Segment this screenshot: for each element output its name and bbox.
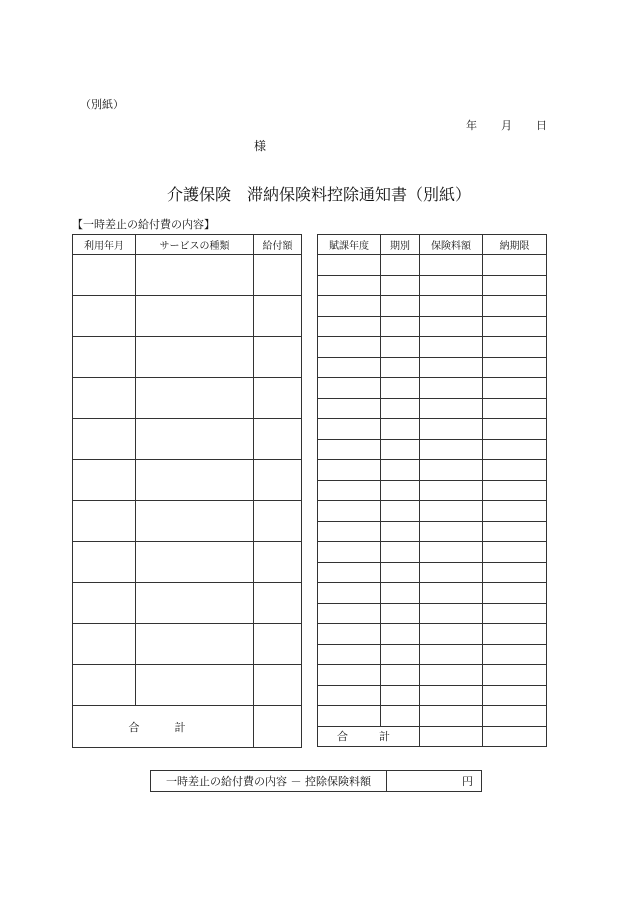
period-cell[interactable] [381, 378, 420, 399]
service-type-cell[interactable] [136, 296, 254, 337]
col-benefit-amount: 給付額 [254, 235, 302, 255]
premium-row [318, 439, 547, 460]
premium-amount-cell[interactable] [420, 562, 483, 583]
fiscal-year-cell[interactable] [318, 685, 381, 706]
premium-amount-cell[interactable] [420, 583, 483, 604]
premium-row [318, 296, 547, 317]
usage-month-cell[interactable] [73, 419, 136, 460]
premium-amount-cell[interactable] [420, 378, 483, 399]
premium-amount-cell[interactable] [420, 316, 483, 337]
due-date-cell[interactable] [483, 255, 547, 276]
period-cell[interactable] [381, 255, 420, 276]
period-cell[interactable] [381, 624, 420, 645]
summary-label: 一時差止の給付費の内容 － 控除保険料額 [151, 771, 387, 792]
period-cell[interactable] [381, 296, 420, 317]
usage-month-cell[interactable] [73, 255, 136, 296]
benefit-amount-cell[interactable] [254, 255, 302, 296]
premium-row [318, 398, 547, 419]
fiscal-year-cell[interactable] [318, 357, 381, 378]
benefit-row [73, 460, 302, 501]
due-date-cell[interactable] [483, 275, 547, 296]
service-type-cell[interactable] [136, 501, 254, 542]
fiscal-year-cell[interactable] [318, 378, 381, 399]
premium-amount-cell[interactable] [420, 603, 483, 624]
premium-amount-cell[interactable] [420, 706, 483, 727]
premium-amount-cell[interactable] [420, 460, 483, 481]
benefit-amount-cell[interactable] [254, 296, 302, 337]
fiscal-year-cell[interactable] [318, 296, 381, 317]
premium-amount-cell[interactable] [420, 665, 483, 686]
premium-amount-cell[interactable] [420, 398, 483, 419]
period-cell[interactable] [381, 665, 420, 686]
premium-row [318, 337, 547, 358]
premium-row [318, 665, 547, 686]
usage-month-cell[interactable] [73, 460, 136, 501]
premium-row [318, 275, 547, 296]
premium-amount-cell[interactable] [420, 296, 483, 317]
usage-month-cell[interactable] [73, 296, 136, 337]
period-cell[interactable] [381, 685, 420, 706]
period-cell[interactable] [381, 480, 420, 501]
usage-month-cell[interactable] [73, 501, 136, 542]
due-date-cell[interactable] [483, 378, 547, 399]
usage-month-cell[interactable] [73, 624, 136, 665]
premium-table-header [318, 235, 547, 255]
due-date-cell[interactable] [483, 480, 547, 501]
period-cell[interactable] [381, 357, 420, 378]
premium-amount-cell[interactable] [420, 624, 483, 645]
benefit-row [73, 296, 302, 337]
due-date-cell[interactable] [483, 460, 547, 481]
due-date-cell[interactable] [483, 685, 547, 706]
fiscal-year-cell[interactable] [318, 460, 381, 481]
col-premium-amount: 保険料額 [420, 235, 483, 255]
premium-amount-cell[interactable] [420, 501, 483, 522]
fiscal-year-cell[interactable] [318, 562, 381, 583]
benefit-amount-cell[interactable] [254, 501, 302, 542]
period-cell[interactable] [381, 501, 420, 522]
fiscal-year-cell[interactable] [318, 398, 381, 419]
premium-row [318, 419, 547, 440]
fiscal-year-cell[interactable] [318, 337, 381, 358]
usage-month-cell[interactable] [73, 665, 136, 706]
premium-table [317, 234, 547, 747]
premium-total-blank [483, 726, 547, 747]
col-fiscal-year: 賦課年度 [318, 235, 381, 255]
fiscal-year-cell[interactable] [318, 439, 381, 460]
due-date-cell[interactable] [483, 583, 547, 604]
benefit-row [73, 665, 302, 706]
section-label: 【一時差止の給付費の内容】 [72, 218, 215, 231]
fiscal-year-cell[interactable] [318, 542, 381, 563]
premium-amount-cell[interactable] [420, 644, 483, 665]
period-cell[interactable] [381, 603, 420, 624]
fiscal-year-cell[interactable] [318, 316, 381, 337]
period-cell[interactable] [381, 439, 420, 460]
fiscal-year-cell[interactable] [318, 603, 381, 624]
due-date-cell[interactable] [483, 624, 547, 645]
service-type-cell[interactable] [136, 378, 254, 419]
premium-amount-cell[interactable] [420, 337, 483, 358]
service-type-cell[interactable] [136, 665, 254, 706]
service-type-cell[interactable] [136, 255, 254, 296]
premium-row [318, 460, 547, 481]
fiscal-year-cell[interactable] [318, 706, 381, 727]
premium-row [318, 316, 547, 337]
premium-amount-cell[interactable] [420, 521, 483, 542]
period-cell[interactable] [381, 275, 420, 296]
attachment-label: （別紙） [80, 98, 124, 111]
period-cell[interactable] [381, 583, 420, 604]
benefit-table-header [73, 235, 302, 255]
benefit-table [72, 234, 302, 748]
due-date-cell[interactable] [483, 357, 547, 378]
benefit-amount-cell[interactable] [254, 542, 302, 583]
benefit-amount-cell[interactable] [254, 624, 302, 665]
period-cell[interactable] [381, 644, 420, 665]
summary-amount[interactable] [387, 771, 482, 792]
due-date-cell[interactable] [483, 706, 547, 727]
date-year: 年 [466, 119, 477, 132]
premium-amount-cell[interactable] [420, 439, 483, 460]
benefit-amount-cell[interactable] [254, 378, 302, 419]
premium-total-amount[interactable] [420, 726, 483, 747]
period-cell[interactable] [381, 419, 420, 440]
fiscal-year-cell[interactable] [318, 419, 381, 440]
benefit-row [73, 419, 302, 460]
fiscal-year-cell[interactable] [318, 521, 381, 542]
premium-row [318, 624, 547, 645]
period-cell[interactable] [381, 706, 420, 727]
benefit-amount-cell[interactable] [254, 337, 302, 378]
col-due-date: 納期限 [483, 235, 547, 255]
usage-month-cell[interactable] [73, 542, 136, 583]
period-cell[interactable] [381, 562, 420, 583]
benefit-total-label: 合 計 [73, 706, 254, 748]
service-type-cell[interactable] [136, 624, 254, 665]
period-cell[interactable] [381, 398, 420, 419]
premium-amount-cell[interactable] [420, 275, 483, 296]
due-date-cell[interactable] [483, 296, 547, 317]
premium-amount-cell[interactable] [420, 357, 483, 378]
premium-row [318, 480, 547, 501]
service-type-cell[interactable] [136, 542, 254, 583]
due-date-cell[interactable] [483, 562, 547, 583]
due-date-cell[interactable] [483, 316, 547, 337]
period-cell[interactable] [381, 542, 420, 563]
due-date-cell[interactable] [483, 398, 547, 419]
premium-row [318, 603, 547, 624]
deduction-summary [150, 770, 482, 792]
premium-total-label: 合 計 [318, 726, 420, 747]
due-date-cell[interactable] [483, 542, 547, 563]
summary-unit: 円 [462, 775, 473, 788]
benefit-amount-cell[interactable] [254, 583, 302, 624]
due-date-cell[interactable] [483, 644, 547, 665]
benefit-row [73, 542, 302, 583]
benefit-row [73, 337, 302, 378]
benefit-amount-cell[interactable] [254, 419, 302, 460]
date-day: 日 [536, 119, 547, 132]
service-type-cell[interactable] [136, 460, 254, 501]
fiscal-year-cell[interactable] [318, 255, 381, 276]
due-date-cell[interactable] [483, 419, 547, 440]
service-type-cell[interactable] [136, 419, 254, 460]
benefit-amount-cell[interactable] [254, 460, 302, 501]
period-cell[interactable] [381, 316, 420, 337]
benefit-row [73, 583, 302, 624]
service-type-cell[interactable] [136, 583, 254, 624]
col-service-type: サービスの種類 [136, 235, 254, 255]
period-cell[interactable] [381, 521, 420, 542]
premium-row [318, 501, 547, 522]
benefit-total-row [73, 706, 302, 748]
usage-month-cell[interactable] [73, 583, 136, 624]
due-date-cell[interactable] [483, 337, 547, 358]
fiscal-year-cell[interactable] [318, 644, 381, 665]
fiscal-year-cell[interactable] [318, 501, 381, 522]
recipient-suffix: 様 [254, 139, 267, 153]
premium-row [318, 685, 547, 706]
benefit-row [73, 624, 302, 665]
premium-amount-cell[interactable] [420, 419, 483, 440]
premium-row [318, 255, 547, 276]
due-date-cell[interactable] [483, 439, 547, 460]
premium-row [318, 521, 547, 542]
date-month: 月 [501, 119, 512, 132]
benefit-row [73, 255, 302, 296]
premium-row [318, 542, 547, 563]
premium-row [318, 357, 547, 378]
period-cell[interactable] [381, 460, 420, 481]
benefit-total-value[interactable] [254, 706, 302, 748]
benefit-row [73, 501, 302, 542]
usage-month-cell[interactable] [73, 337, 136, 378]
usage-month-cell[interactable] [73, 378, 136, 419]
fiscal-year-cell[interactable] [318, 583, 381, 604]
fiscal-year-cell[interactable] [318, 275, 381, 296]
premium-total-row [318, 726, 547, 747]
fiscal-year-cell[interactable] [318, 665, 381, 686]
due-date-cell[interactable] [483, 603, 547, 624]
document-title: 介護保険 滞納保険料控除通知書（別紙） [167, 185, 472, 204]
service-type-cell[interactable] [136, 337, 254, 378]
benefit-row [73, 378, 302, 419]
premium-row [318, 706, 547, 727]
premium-row [318, 644, 547, 665]
premium-amount-cell[interactable] [420, 685, 483, 706]
col-period: 期別 [381, 235, 420, 255]
premium-row [318, 583, 547, 604]
premium-amount-cell[interactable] [420, 480, 483, 501]
due-date-cell[interactable] [483, 501, 547, 522]
period-cell[interactable] [381, 337, 420, 358]
due-date-cell[interactable] [483, 665, 547, 686]
col-usage-month: 利用年月 [73, 235, 136, 255]
premium-row [318, 562, 547, 583]
premium-amount-cell[interactable] [420, 255, 483, 276]
fiscal-year-cell[interactable] [318, 624, 381, 645]
premium-row [318, 378, 547, 399]
due-date-cell[interactable] [483, 521, 547, 542]
premium-amount-cell[interactable] [420, 542, 483, 563]
fiscal-year-cell[interactable] [318, 480, 381, 501]
benefit-amount-cell[interactable] [254, 665, 302, 706]
